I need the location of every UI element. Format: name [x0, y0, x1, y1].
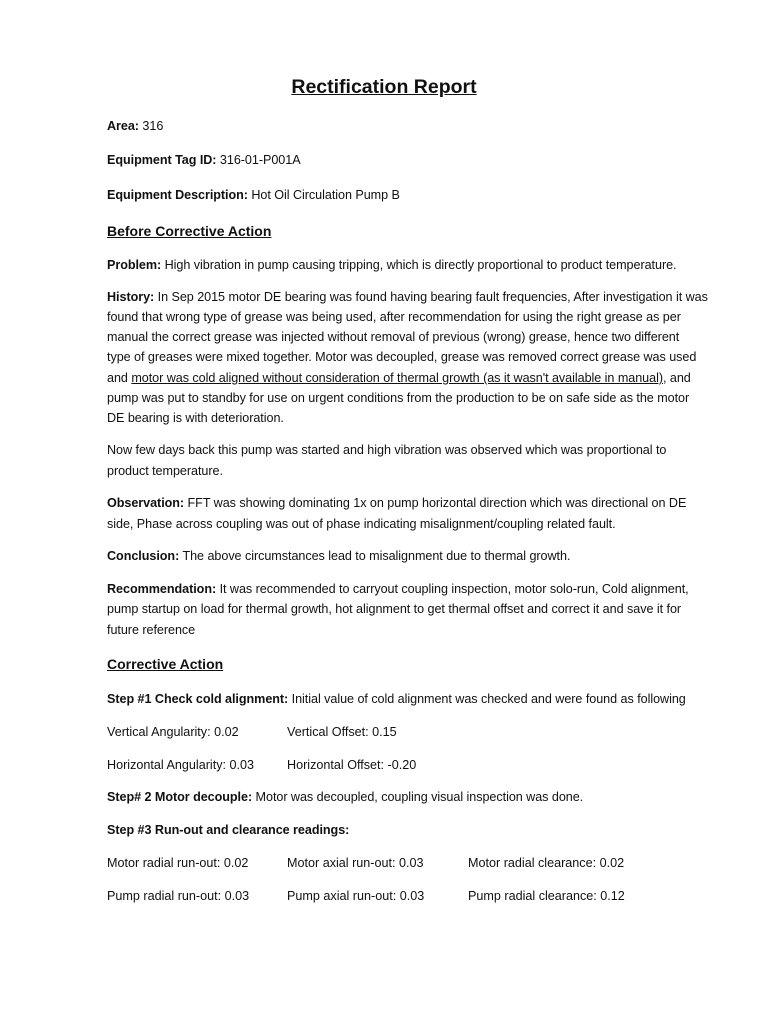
recommendation-label: Recommendation: [107, 582, 217, 596]
tag-line [107, 153, 301, 167]
recommendation-text-1: It was recommended to carryout coupling inspection, motor solo-run, Cold alignment, [219, 582, 689, 596]
problem-label: Problem: [107, 258, 162, 272]
tag-label: Equipment Tag ID: [107, 153, 217, 167]
description-line [107, 188, 400, 202]
step2-text: Motor was decoupled, coupling visual inspection was done. [255, 790, 584, 804]
observation-line-1 [107, 496, 686, 510]
recommendation-line-3: future reference [107, 623, 196, 637]
area-line [107, 119, 163, 133]
area-label: Area: [107, 119, 139, 133]
now-line-1: Now few days back this pump was started and high vibration was observed which was proportional to [107, 443, 667, 457]
observation-line-2: side, Phase across coupling was out of phase indicating misalignment/coupling related fault. [107, 517, 616, 531]
before-heading: Before Corrective Action [107, 223, 272, 239]
history-line-3: manual the correct grease was injected without removal of previous (wrong) grease, hence two different [107, 330, 680, 344]
history-text-1: In Sep 2015 motor DE bearing was found having bearing fault frequencies, After investigation it was [157, 290, 708, 304]
pump-axial-runout: Pump axial run-out: 0.03 [287, 889, 425, 903]
corrective-heading: Corrective Action [107, 656, 224, 672]
history-line-2: found that wrong type of grease was being used, after recommendation for using the right grease as per [107, 310, 681, 324]
tag-value: 316-01-P001A [219, 153, 301, 167]
description-label: Equipment Description: [107, 188, 248, 202]
area-value: 316 [142, 119, 164, 133]
history-line-7: DE bearing is with deterioration. [107, 411, 284, 425]
step1-line [107, 692, 686, 706]
history-line-5 [107, 371, 691, 385]
conclusion-line [107, 549, 570, 563]
history-line-5-post: , and [663, 371, 691, 385]
problem-text: High vibration in pump causing tripping, which is directly proportional to product temperature. [164, 258, 677, 272]
history-underlined-text: motor was cold aligned without consideration of thermal growth (as it wasn't available in manual) [131, 371, 663, 385]
motor-axial-runout: Motor axial run-out: 0.03 [287, 856, 424, 870]
pump-radial-clearance: Pump radial clearance: 0.12 [468, 889, 625, 903]
observation-label: Observation: [107, 496, 185, 510]
motor-radial-runout: Motor radial run-out: 0.02 [107, 856, 249, 870]
recommendation-line-1 [107, 582, 689, 596]
history-line-4: type of greases were mixed together. Motor was decoupled, grease was removed correct grease was used [107, 350, 697, 364]
conclusion-label: Conclusion: [107, 549, 180, 563]
recommendation-line-2: pump startup on load for thermal growth, hot alignment to get thermal offset and correct it and save it for [107, 602, 682, 616]
step1-text: Initial value of cold alignment was checked and were found as following [291, 692, 686, 706]
conclusion-text: The above circumstances lead to misalignment due to thermal growth. [182, 549, 571, 563]
motor-radial-clearance: Motor radial clearance: 0.02 [468, 856, 625, 870]
history-line-1 [107, 290, 708, 304]
history-line-6: pump was put to standby for use on urgent conditions from the production to be on safe side as the motor [107, 391, 690, 405]
step3-line: Step #3 Run-out and clearance readings: [107, 823, 350, 837]
history-line-5-pre: and [107, 371, 128, 385]
vertical-offset: Vertical Offset: 0.15 [287, 725, 397, 739]
pump-radial-runout: Pump radial run-out: 0.03 [107, 889, 250, 903]
vertical-angularity: Vertical Angularity: 0.02 [107, 725, 239, 739]
horizontal-angularity: Horizontal Angularity: 0.03 [107, 758, 255, 772]
step2-line [107, 790, 583, 804]
report-title: Rectification Report [291, 76, 477, 98]
observation-text-1: FFT was showing dominating 1x on pump horizontal direction which was directional on DE [187, 496, 687, 510]
problem-line [107, 258, 677, 272]
history-label: History: [107, 290, 155, 304]
horizontal-offset: Horizontal Offset: -0.20 [287, 758, 417, 772]
step2-label: Step# 2 Motor decouple: [107, 790, 253, 804]
now-line-2: product temperature. [107, 464, 223, 478]
step1-label: Step #1 Check cold alignment: [107, 692, 289, 706]
description-value: Hot Oil Circulation Pump B [251, 188, 400, 202]
